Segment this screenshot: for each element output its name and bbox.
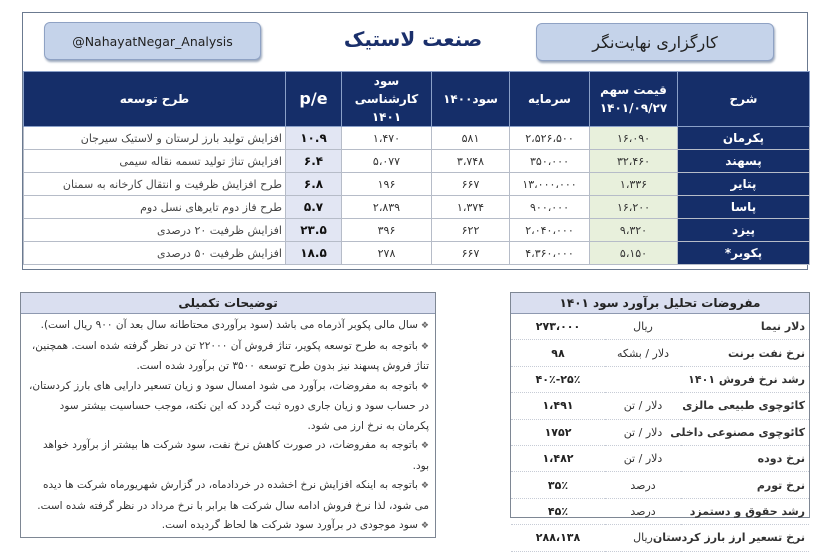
stock-profit-1400: ۳،۷۴۸	[432, 150, 510, 173]
stock-profit-1401: ۱،۴۷۰	[342, 127, 432, 150]
assumption-label: دلار نیما	[681, 314, 809, 340]
table-row	[511, 419, 809, 445]
handle-button[interactable]: @NahayatNegar_Analysis	[44, 22, 261, 60]
stock-pe: ۶.۸	[286, 173, 342, 196]
assumption-value: ۹۸	[511, 340, 605, 366]
stock-plan: طرح افزایش ظرفیت و انتقال کارخانه به سمنان	[24, 173, 286, 196]
assumption-label: نرخ تسعیر ارز بارز کردستان	[681, 525, 809, 551]
stock-name: پسهند	[678, 150, 810, 173]
stock-pe: ۱۸.۵	[286, 242, 342, 265]
col-header-profit-1401: سود کارشناسی ۱۴۰۱	[342, 72, 432, 127]
table-row	[24, 242, 810, 265]
bullet-icon: ❖	[420, 321, 429, 331]
stock-profit-1401: ۲۷۸	[342, 242, 432, 265]
stock-plan: افزایش ظرفیت ۲۰ درصدی	[24, 219, 286, 242]
table-row	[511, 340, 809, 366]
stock-capital: ۴،۳۶۰،۰۰۰	[510, 242, 590, 265]
stock-profit-1401: ۱۹۶	[342, 173, 432, 196]
table-row	[511, 445, 809, 471]
stock-profit-1400: ۵۸۱	[432, 127, 510, 150]
stock-price: ۱،۳۳۶	[590, 173, 678, 196]
assumption-value: ۲۵٪-۴۰٪	[511, 366, 605, 392]
table-header-row	[24, 72, 810, 127]
agency-button[interactable]: کارگزاری نهایت‌نگر	[536, 23, 774, 61]
assumption-value: ۱،۴۹۱	[511, 393, 605, 419]
assumption-unit: دلار / تن	[605, 419, 681, 445]
stock-plan: افزایش تولید بارز لرستان و لاستیک سیرجان	[24, 127, 286, 150]
note-text: باتوجه به مفروضات، برآورد می شود امسال سود و زیان تسعیر دارایی های بارز کردستان، در حساب سود و زیان جاری دوره ثبت گردد که این نکته، موجب حساسیت بیشتر سود پکرمان به نرخ ارز می شود.	[29, 379, 429, 432]
stock-price: ۳۲،۴۶۰	[590, 150, 678, 173]
col-header-profit-1400: سود۱۴۰۰	[432, 72, 510, 127]
assumption-unit: دلار / تن	[605, 445, 681, 471]
table-row	[24, 127, 810, 150]
assumption-label: کائوچوی طبیعی مالزی	[681, 393, 809, 419]
list-item	[27, 436, 429, 476]
assumption-label: کائوچوی مصنوعی داخلی	[681, 419, 809, 445]
stock-capital: ۲،۵۲۶،۵۰۰	[510, 127, 590, 150]
col-header-capital: سرمایه	[510, 72, 590, 127]
list-item	[27, 516, 429, 537]
assumption-unit: درصد	[605, 498, 681, 524]
list-item	[27, 316, 429, 337]
stock-capital: ۳۵۰،۰۰۰	[510, 150, 590, 173]
stock-capital: ۲،۰۴۰،۰۰۰	[510, 219, 590, 242]
stock-name: پتایر	[678, 173, 810, 196]
list-item	[27, 377, 429, 437]
assumption-label: نرخ نفت برنت	[681, 340, 809, 366]
assumption-label: نرخ تورم	[681, 472, 809, 498]
stock-pe: ۶.۴	[286, 150, 342, 173]
stock-name: پیزد	[678, 219, 810, 242]
assumption-label: رشد حقوق و دستمزد	[681, 498, 809, 524]
bullet-icon: ❖	[420, 481, 429, 491]
stock-profit-1401: ۳۹۶	[342, 219, 432, 242]
stock-profit-1401: ۲،۸۳۹	[342, 196, 432, 219]
assumption-unit: دلار / بشکه	[605, 340, 681, 366]
table-row	[511, 525, 809, 551]
assumption-label: رشد نرخ فروش ۱۴۰۱	[681, 366, 809, 392]
assumption-value: ۳۵٪	[511, 472, 605, 498]
table-row	[511, 366, 809, 392]
note-text: سود موجودی در برآورد سود شرکت ها لحاظ گردیده است.	[161, 519, 418, 531]
assumption-value: ۱۷۵۲	[511, 419, 605, 445]
stock-pe: ۲۳.۵	[286, 219, 342, 242]
table-row	[24, 196, 810, 219]
table-row	[24, 219, 810, 242]
bullet-icon: ❖	[420, 381, 429, 392]
stock-profit-1400: ۶۲۲	[432, 219, 510, 242]
list-item	[27, 337, 429, 377]
page-title: صنعت لاستیک	[343, 27, 483, 51]
stock-profit-1401: ۵،۰۷۷	[342, 150, 432, 173]
assumption-value: ۲۷۳،۰۰۰	[511, 314, 605, 340]
bullet-icon: ❖	[420, 341, 429, 352]
note-text: باتوجه به اینکه افزایش نرخ اخشده در خردادماه، در گزارش شهریورماه شرکت ها دیده می شود، لذا نرخ فروش ادامه سال شرکت ها برابر با نرخ مرداد در نظر گرفته شده است.	[37, 479, 429, 512]
stock-pe: ۵.۷	[286, 196, 342, 219]
assumption-unit: ریال	[605, 525, 681, 551]
assumption-value: ۱،۴۸۲	[511, 445, 605, 471]
table-row	[24, 150, 810, 173]
stock-name: پکوبر*	[678, 242, 810, 265]
list-item	[27, 476, 429, 516]
notes-list	[21, 314, 435, 537]
note-text: باتوجه به طرح توسعه پکویر، تناژ فروش آن ۲۲۰۰۰ تن در نظر گرفته شده است. همچنین، تناژ فروش پسهند نیز بدون طرح توسعه ۳۵۰۰ تن برآورد شده است.	[31, 339, 429, 372]
stock-plan: طرح فاز دوم تایرهای نسل دوم	[24, 196, 286, 219]
header	[23, 13, 807, 71]
stock-plan: افزایش تناژ تولید تسمه نقاله سیمی	[24, 150, 286, 173]
table-row	[511, 472, 809, 498]
assumptions-table	[511, 314, 809, 552]
assumption-value: ۲۸۸،۱۳۸	[511, 525, 605, 551]
stock-profit-1400: ۶۶۷	[432, 242, 510, 265]
stock-price: ۵،۱۵۰	[590, 242, 678, 265]
table-row	[511, 393, 809, 419]
table-row	[511, 314, 809, 340]
assumption-unit: ریال	[605, 314, 681, 340]
stock-price: ۱۶،۲۰۰	[590, 196, 678, 219]
stock-price: ۱۶،۰۹۰	[590, 127, 678, 150]
stock-capital: ۱۳،۰۰۰،۰۰۰	[510, 173, 590, 196]
bullet-icon: ❖	[420, 441, 429, 451]
notes-title: توضیحات تکمیلی	[21, 293, 435, 314]
note-text: سال مالی پکوبر آذرماه می باشد (سود برآوردی محتاطانه سال بعد آن ۹۰۰ ریال است).	[40, 319, 418, 331]
stock-name: پاسا	[678, 196, 810, 219]
assumption-value: ۴۵٪	[511, 498, 605, 524]
stock-pe: ۱۰.۹	[286, 127, 342, 150]
table-row	[24, 173, 810, 196]
stock-profit-1400: ۶۶۷	[432, 173, 510, 196]
assumption-unit: دلار / تن	[605, 393, 681, 419]
col-header-pe: p/e	[286, 72, 342, 127]
assumption-label: نرخ دوده	[681, 445, 809, 471]
notes-panel	[20, 292, 436, 538]
stock-name: پکرمان	[678, 127, 810, 150]
stocks-table	[23, 71, 810, 265]
col-header-plan: طرح توسعه	[24, 72, 286, 127]
stock-plan: افزایش ظرفیت ۵۰ درصدی	[24, 242, 286, 265]
stock-capital: ۹۰۰،۰۰۰	[510, 196, 590, 219]
assumption-unit: درصد	[605, 472, 681, 498]
col-header-desc: شرح	[678, 72, 810, 127]
summary-frame	[22, 12, 808, 270]
note-text: باتوجه به مفروضات، در صورت کاهش نرخ نفت، سود شرکت ها بیشتر از برآورد خواهد بود.	[43, 439, 429, 472]
stock-profit-1400: ۱،۳۷۴	[432, 196, 510, 219]
col-header-price: قیمت سهم ۱۴۰۱/۰۹/۲۷	[590, 72, 678, 127]
table-row	[511, 498, 809, 524]
stock-price: ۹،۳۲۰	[590, 219, 678, 242]
bullet-icon: ❖	[420, 521, 429, 531]
assumptions-title: مفروضات تحلیل برآورد سود ۱۴۰۱	[511, 293, 809, 314]
assumption-unit	[605, 366, 681, 392]
assumptions-panel	[510, 292, 810, 545]
